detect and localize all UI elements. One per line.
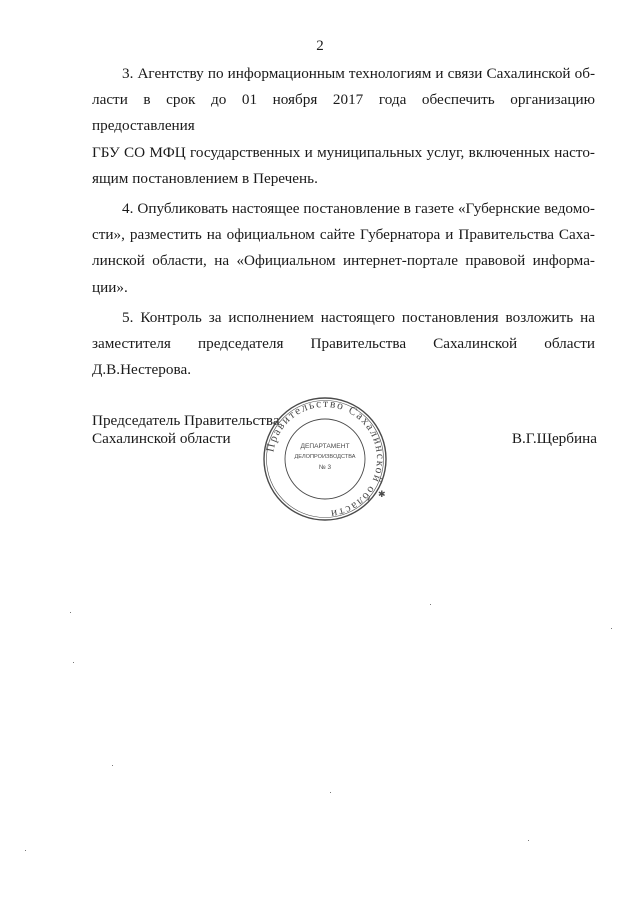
seal-outer-text: Правительство Сахалинской области (264, 397, 387, 520)
position-line: Сахалинской области (92, 430, 231, 447)
scan-speck (528, 840, 529, 841)
scan-speck (330, 792, 331, 793)
paragraph-line: ящим постановлением в Перечень. (92, 169, 318, 187)
scan-speck (112, 765, 113, 766)
seal-star: ✱ (378, 490, 386, 500)
seal-graphic (262, 396, 388, 522)
document-body (92, 61, 595, 387)
scan-speck (611, 628, 612, 629)
paragraph-line: ции». (92, 278, 128, 296)
signatory-name: В.Г.Щербина (511, 430, 597, 447)
paragraph-line: сти», разместить на официальном сайте Губернатора и Правительства Саха- (92, 226, 595, 244)
paragraph-line: ласти в срок до 01 ноября 2017 года обеспечить организацию предоставления (92, 91, 595, 135)
scan-speck (73, 662, 74, 663)
scan-speck (430, 604, 431, 605)
paragraph-line: 4. Опубликовать настоящее постановление в газете «Губернские ведомо- (122, 200, 595, 218)
seal-inner-line: ДЕПАРТАМЕНТ (300, 443, 350, 450)
paragraph-line: 5. Контроль за исполнением настоящего постановления возложить на (122, 308, 595, 326)
official-seal (262, 396, 388, 522)
paragraph-line: линской области, на «Официальном интернет-портале правовой информа- (92, 252, 595, 270)
page-number: 2 (316, 38, 324, 54)
scan-speck (25, 850, 26, 851)
paragraph-4 (92, 196, 595, 301)
paragraph-line: заместителя председателя Правительства Сахалинской области (92, 335, 595, 353)
seal-inner-line: № 3 (318, 464, 332, 471)
position-line: Председатель Правительства (92, 412, 280, 429)
scan-speck (70, 612, 71, 613)
paragraph-5 (92, 305, 595, 384)
signatory-position (92, 412, 280, 448)
seal-inner-line: ДЕЛОПРОИЗВОДСТВА (294, 454, 356, 460)
paragraph-3 (92, 61, 595, 192)
paragraph-line: Д.В.Нестерова. (92, 361, 191, 379)
paragraph-line: ГБУ СО МФЦ государственных и муниципальных услуг, включенных насто- (92, 143, 595, 161)
paragraph-line: 3. Агентству по информационным технологиям и связи Сахалинской об- (122, 65, 595, 82)
